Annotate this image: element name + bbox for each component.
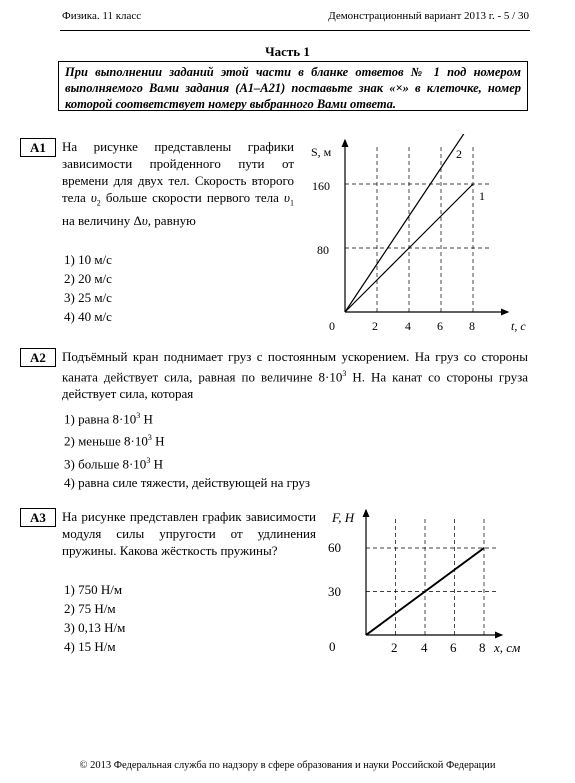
option-a1-2[interactable]: 2) 20 м/с <box>64 271 112 286</box>
question-label-a1: А1 <box>20 138 56 157</box>
option-a2-4[interactable]: 4) равна силе тяжести, действующей на груз <box>64 474 310 490</box>
header-variant: Демонстрационный вариант 2013 г. - 5 / 30 <box>328 10 529 22</box>
options-a3 <box>64 580 125 656</box>
chart-a3-ytick-30: 30 <box>328 584 341 599</box>
instruction-box: При выполнении заданий этой части в бланке ответов № 1 под номером выполняемого Вами задания (А1–А21) поставьте знак «×» в клеточке, номер которой соответствует номеру выбранного Вами ответа. <box>58 61 528 111</box>
chart-a3-xlabel: x, см <box>494 640 521 655</box>
chart-a1-xtick-2: 2 <box>372 319 378 333</box>
chart-a3-xtick-2: 2 <box>391 640 398 655</box>
question-text-a2: Подъёмный кран поднимает груз с постоянным ускорением. На груз со стороны каната действует сила, равная по величине $8\cdot 10^3$ Н. На канат со стороны груза действует сила, которая <box>62 349 528 402</box>
question-text-a3: На рисунке представлен график зависимости модуля силы упругости от удлинения пружины. Какова жёсткость пружины? <box>62 509 316 558</box>
option-a3-1[interactable]: 1) 750 Н/м <box>64 582 123 597</box>
option-a2-2[interactable]: 2) меньше $8\cdot 10^3$ Н <box>64 433 165 449</box>
chart-a1-line1-label: 1 <box>479 189 485 203</box>
option-a3-3[interactable]: 3) 0,13 Н/м <box>64 620 126 635</box>
chart-a1-ytick-80: 80 <box>317 243 329 257</box>
question-label-a3: А3 <box>20 508 56 527</box>
option-a2-3[interactable]: 3) больше $8\cdot 10^3$ Н <box>64 455 163 471</box>
chart-a3-xtick-8: 8 <box>479 640 486 655</box>
options-a2 <box>64 406 310 492</box>
chart-a1-line2-label: 2 <box>456 147 462 161</box>
chart-a3-origin: 0 <box>329 639 336 654</box>
chart-a1-ytick-160: 160 <box>312 179 330 193</box>
option-a3-4[interactable]: 4) 15 Н/м <box>64 639 116 654</box>
chart-a3-xtick-4: 4 <box>421 640 428 655</box>
options-a1 <box>64 250 112 326</box>
chart-a1-xtick-4: 4 <box>405 319 411 333</box>
header-subject: Физика. 11 класс <box>62 10 142 22</box>
option-a1-1[interactable]: 1) 10 м/с <box>64 252 112 267</box>
part-title: Часть 1 <box>265 44 310 59</box>
chart-a1-xtick-8: 8 <box>469 319 475 333</box>
question-label-a2: А2 <box>20 348 56 367</box>
header-divider <box>60 30 530 31</box>
series-line-2 <box>345 134 473 312</box>
chart-a1-ylabel: S, м <box>311 145 332 159</box>
chart-a1-xlabel: t, с <box>511 319 526 333</box>
chart-a3-xtick-6: 6 <box>450 640 457 655</box>
question-text-a1: На рисунке представлены графики зависимости пройденного пути от времени для двух тел. Скорость второго тела $\upsilon_2$ больше скорости первого тела $\upsilon_1$ на величину Δυ, равную <box>62 139 294 228</box>
chart-a1-origin: 0 <box>329 319 335 333</box>
option-a2-1[interactable]: 1) равна $8\cdot 10^3$ Н <box>64 411 153 427</box>
option-a1-4[interactable]: 4) 40 м/с <box>64 309 112 324</box>
chart-a3-ylabel: F, Н <box>332 510 355 525</box>
chart-a1-xtick-6: 6 <box>437 319 443 333</box>
footer-copyright: © 2013 Федеральная служба по надзору в сфере образования и науки Российской Федерации <box>79 760 496 771</box>
chart-a1 <box>300 134 540 339</box>
chart-a3 <box>322 504 540 662</box>
chart-a3-ytick-60: 60 <box>328 540 341 555</box>
option-a1-3[interactable]: 3) 25 м/с <box>64 290 112 305</box>
option-a3-2[interactable]: 2) 75 Н/м <box>64 601 116 616</box>
